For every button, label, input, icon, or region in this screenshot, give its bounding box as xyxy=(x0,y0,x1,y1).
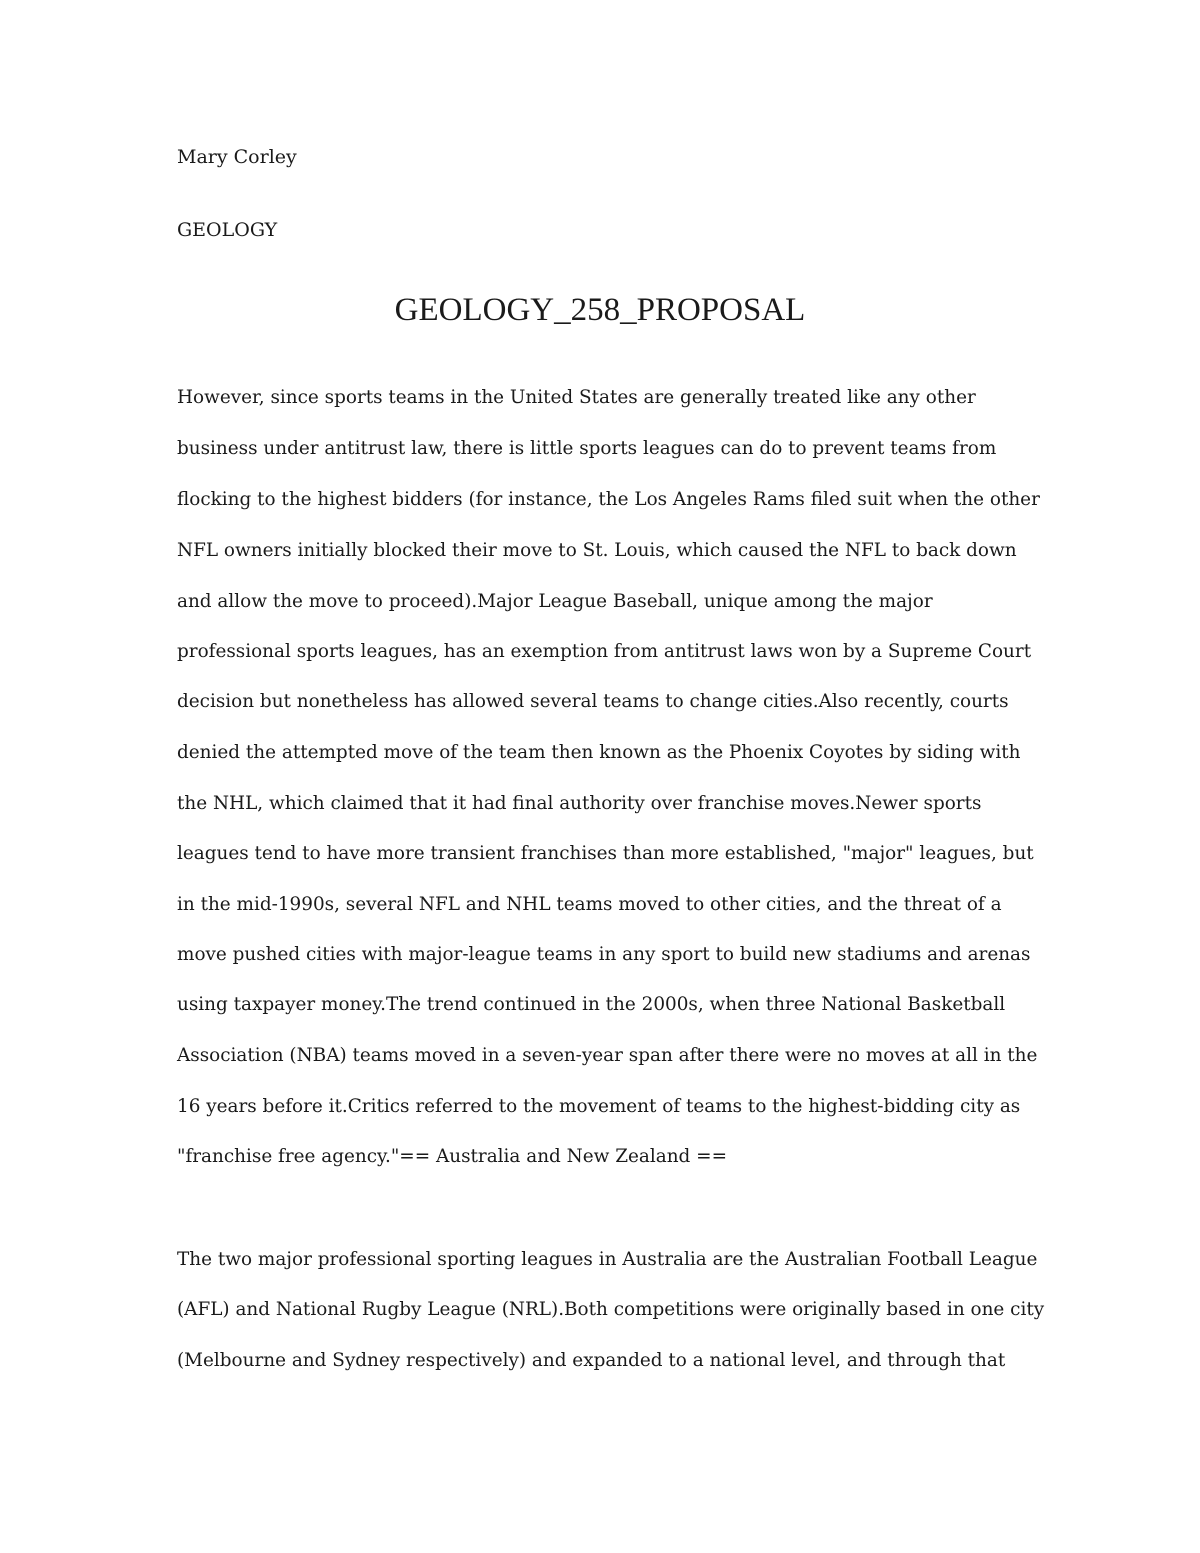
paragraph-line: Association (NBA) teams moved in a seven-year span after there were no moves at all in the xyxy=(177,1045,1038,1066)
paragraph-line: The two major professional sporting leagues in Australia are the Australian Football League xyxy=(177,1249,1038,1270)
paragraph-line: move pushed cities with major-league teams in any sport to build new stadiums and arenas xyxy=(177,944,1031,965)
paragraph-line: "franchise free agency."== Australia and New Zealand == xyxy=(177,1146,727,1167)
paragraph-line: (Melbourne and Sydney respectively) and expanded to a national level, and through that xyxy=(177,1350,1006,1371)
paragraph-line: However, since sports teams in the United States are generally treated like any other xyxy=(177,387,976,408)
paragraph-line: the NHL, which claimed that it had final authority over franchise moves.Newer sports xyxy=(177,793,982,814)
paragraph-line: flocking to the highest bidders (for instance, the Los Angeles Rams filed suit when the other xyxy=(177,489,1040,510)
paragraph-line: (AFL) and National Rugby League (NRL).Both competitions were originally based in one city xyxy=(177,1299,1045,1320)
paragraph-line: in the mid-1990s, several NFL and NHL teams moved to other cities, and the threat of a xyxy=(177,894,1002,915)
paragraph-line: and allow the move to proceed).Major League Baseball, unique among the major xyxy=(177,591,933,612)
author-name: Mary Corley xyxy=(177,146,297,168)
paragraph-line: NFL owners initially blocked their move to St. Louis, which caused the NFL to back down xyxy=(177,540,1017,561)
paragraph-line: 16 years before it.Critics referred to the movement of teams to the highest-bidding city as xyxy=(177,1096,1021,1117)
document-title: GEOLOGY_258_PROPOSAL xyxy=(394,292,806,328)
paragraph-line: denied the attempted move of the team then known as the Phoenix Coyotes by siding with xyxy=(177,742,1021,763)
paragraph-line: decision but nonetheless has allowed several teams to change cities.Also recently, courts xyxy=(177,691,1009,712)
paragraph-line: professional sports leagues, has an exemption from antitrust laws won by a Supreme Court xyxy=(177,641,1032,662)
paragraph-line: business under antitrust law, there is little sports leagues can do to prevent teams from xyxy=(177,438,997,459)
course-name: GEOLOGY xyxy=(177,219,278,241)
paragraph-line: using taxpayer money.The trend continued in the 2000s, when three National Basketball xyxy=(177,994,1006,1015)
paragraph-line: leagues tend to have more transient franchises than more established, "major" leagues, but xyxy=(177,843,1034,864)
